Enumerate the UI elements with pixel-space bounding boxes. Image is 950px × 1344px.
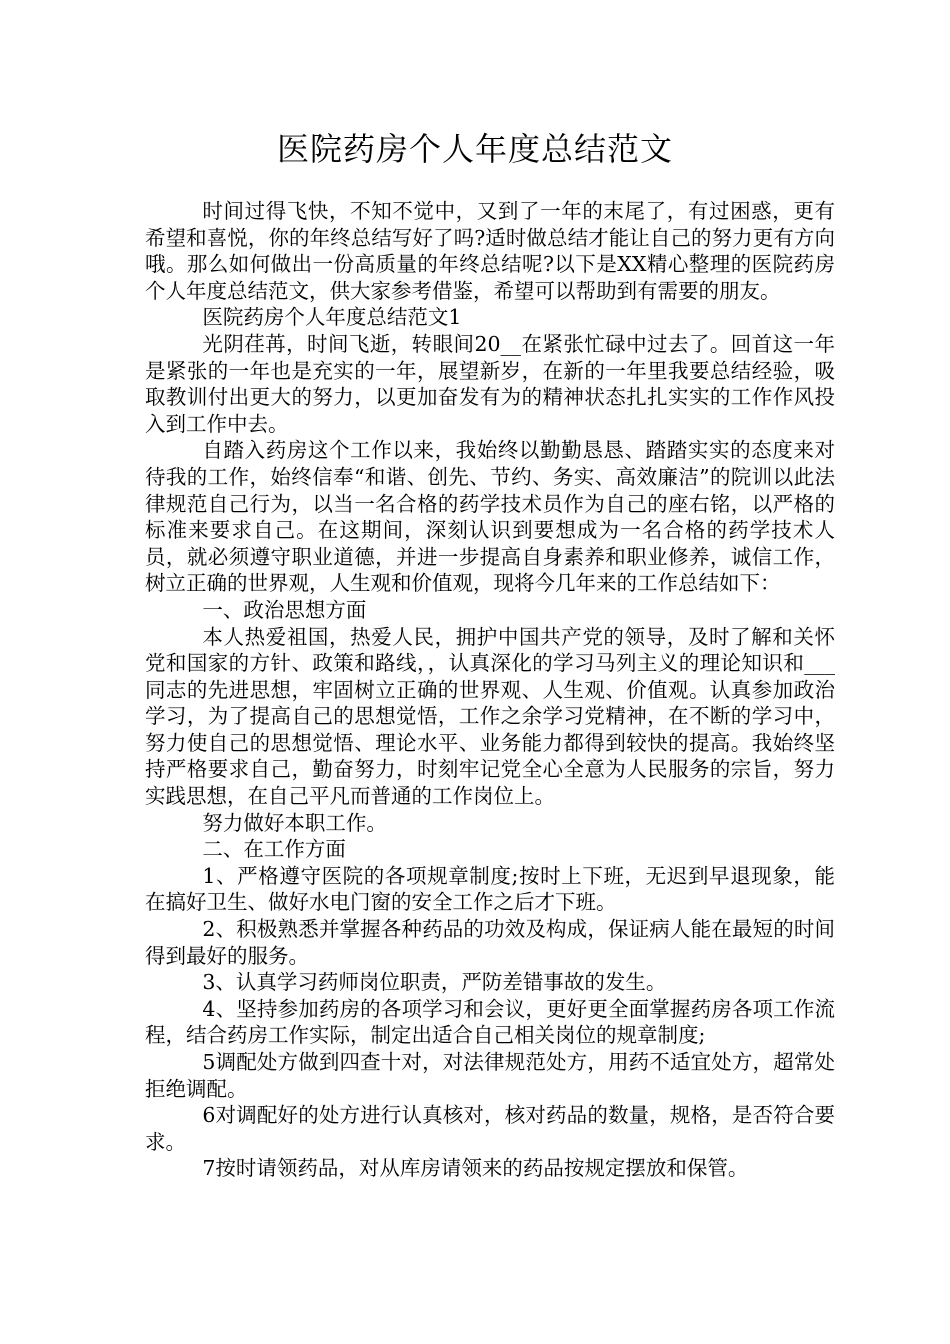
list-item: 3、认真学习药师岗位职责，严防差错事故的发生。	[202, 970, 667, 995]
intro-paragraph: 时间过得飞快，不知不觉中，又到了一年的末尾了，有过困惑，更有希望和喜悦，你的年终总结写好了吗?适时做总结才能让自己的努力更有方向哦。那么如何做出一份高质量的年终总结呢?以下是XX精心整理的医院药房个人年度总结范文，供大家参考借鉴，希望可以帮助到有需要的朋友。	[145, 199, 835, 303]
list-item: 2、积极熟悉并掌握各种药品的功效及构成，保证病人能在最短的时间得到最好的服务。	[145, 917, 835, 968]
document-title: 医院药房个人年度总结范文	[276, 130, 673, 168]
list-item: 1、严格遵守医院的各项规章制度;按时上下班，无迟到早退现象，能在搞好卫生、做好水电门窗的安全工作之后才下班。	[145, 863, 835, 915]
body-paragraph: 努力做好本职工作。	[202, 810, 387, 835]
section-heading-sample-1: 医院药房个人年度总结范文1	[202, 305, 462, 330]
list-item: 4、坚持参加药房的各项学习和会议，更好更全面掌握药房各项工作流程，结合药房工作实际，制定出适合自己相关岗位的规章制度;	[145, 996, 835, 1048]
section-heading-work: 二、在工作方面	[202, 837, 346, 862]
section-heading-politics: 一、政治思想方面	[202, 597, 367, 622]
body-paragraph: 自踏入药房这个工作以来，我始终以勤勤恳恳、踏踏实实的态度来对待我的工作，始终信奉“和谐、创先、节约、务实、高效廉洁”的院训以此法律规范自己行为，以当一名合格的药学技术员作为自己的座右铭，以严格的标准来要求自己。在这期间，深刻认识到要想成为一名合格的药学技术人员，就必须遵守职业道德，并进一步提高自身素养和职业修养，诚信工作，树立正确的世界观，人生观和价值观，现将今几年来的工作总结如下：	[145, 438, 835, 596]
list-item: 6对调配好的处方进行认真核对，核对药品的数量，规格，是否符合要求。	[145, 1103, 835, 1154]
document-body	[145, 198, 835, 1182]
list-item: 5调配处方做到四查十对，对法律规范处方，用药不适宜处方，超常处拒绝调配。	[145, 1050, 835, 1101]
list-item: 7按时请领药品，对从库房请领来的药品按规定摆放和保管。	[202, 1156, 749, 1181]
body-paragraph: 本人热爱祖国，热爱人民，拥护中国共产党的领导，及时了解和关怀党和国家的方针、政策和路线，，认真深化的学习马列主义的理论知识和___同志的先进思想，牢固树立正确的世界观、人生观、价值观。认真参加政治学习，为了提高自己的思想觉悟，工作之余学习党精神，在不断的学习中，努力使自己的思想觉悟、理论水平、业务能力都得到较快的提高。我始终坚持严格要求自己，勤奋努力，时刻牢记党全心全意为人民服务的宗旨，努力实践思想，在自己平凡而普通的工作岗位上。	[145, 624, 835, 809]
body-paragraph: 光阴荏苒，时间飞逝，转眼间20__在紧张忙碌中过去了。回首这一年是紧张的一年也是充实的一年，展望新岁，在新的一年里我要总结经验，吸取教训付出更大的努力，以更加奋发有为的精神状态扎扎实实的工作作风投入到工作中去。	[145, 331, 835, 436]
